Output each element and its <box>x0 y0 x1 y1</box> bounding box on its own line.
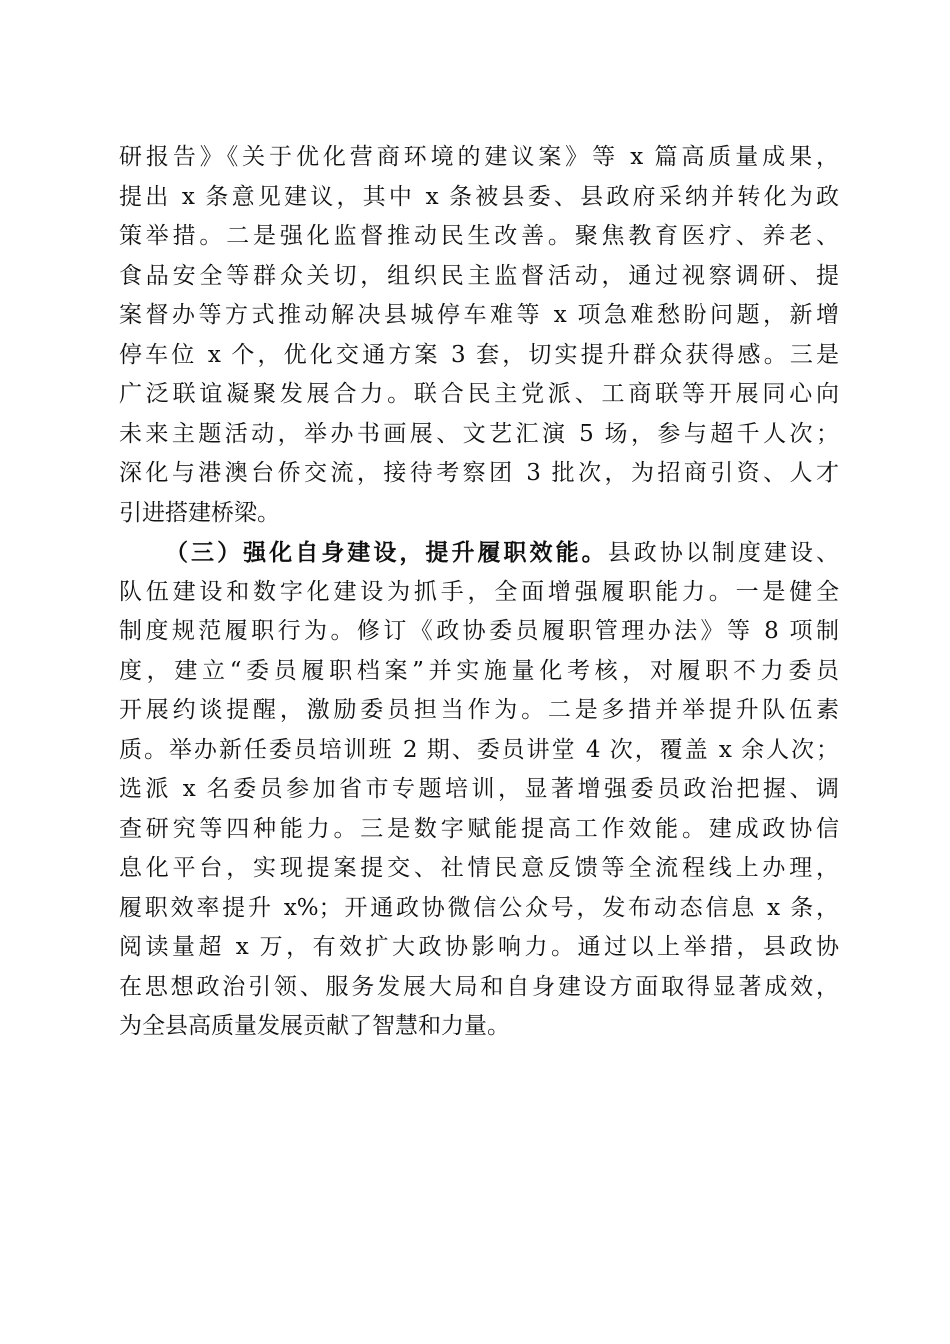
text-line: 提出 x 条意见建议，其中 x 条被县委、县政府采纳并转化为政 <box>119 183 839 210</box>
text-line: 选派 x 名委员参加省市专题培训，显著增强委员政治把握、调 <box>119 776 839 802</box>
text-line: 深化与港澳台侨交流，接待考察团 3 批次，为招商引资、人才 <box>119 460 839 486</box>
text-line: 开展约谈提醒，激励委员担当作为。二是多措并举提升队伍素 <box>119 697 839 723</box>
section-heading: （三）强化自身建设，提升履职效能。 <box>165 539 608 566</box>
paragraph-2 <box>119 533 839 1047</box>
text-line: 食品安全等群众关切，组织民主监督活动，通过视察调研、提 <box>119 262 839 289</box>
text-line: 引进搭建桥梁。 <box>119 499 280 526</box>
paragraph-1 <box>119 138 839 533</box>
text-line: 质。举办新任委员培训班 2 期、委员讲堂 4 次，覆盖 x 余人次； <box>119 736 839 763</box>
text-line: 队伍建设和数字化建设为抓手，全面增强履职能力。一是健全 <box>119 578 839 605</box>
text-line: 策举措。二是强化监督推动民生改善。聚焦教育医疗、养老、 <box>119 223 839 249</box>
text-line: 度，建立“委员履职档案”并实施量化考核，对履职不力委员 <box>119 657 839 684</box>
text-line: 未来主题活动，举办书画展、文艺汇演 5 场，参与超千人次； <box>119 420 839 447</box>
text-span: 县政协以制度建设、 <box>607 540 839 566</box>
text-line: 阅读量超 x 万，有效扩大政协影响力。通过以上举措，县政协 <box>119 934 839 960</box>
text-line: 为全县高质量发展贡献了智慧和力量。 <box>119 1013 510 1039</box>
text-line: 广泛联谊凝聚发展合力。联合民主党派、工商联等开展同心向 <box>119 381 839 407</box>
text-line: 研报告》《关于优化营商环境的建议案》等 x 篇高质量成果， <box>119 144 839 170</box>
text-line: 停车位 x 个，优化交通方案 3 套，切实提升群众获得感。三是 <box>119 341 839 368</box>
text-line: 查研究等四种能力。三是数字赋能提高工作效能。建成政协信 <box>119 815 839 842</box>
text-line-first <box>119 533 839 573</box>
text-line: 在思想政治引领、服务发展大局和自身建设方面取得显著成效， <box>119 973 839 1000</box>
text-line: 息化平台，实现提案提交、社情民意反馈等全流程线上办理， <box>119 855 839 881</box>
text-line: 制度规范履职行为。修订《政协委员履职管理办法》等 8 项制 <box>119 618 839 644</box>
text-line: 案督办等方式推动解决县城停车难等 x 项急难愁盼问题，新增 <box>119 302 839 328</box>
body-text <box>119 138 839 1047</box>
text-line: 履职效率提升 x%；开通政协微信公众号，发布动态信息 x 条， <box>119 894 839 921</box>
